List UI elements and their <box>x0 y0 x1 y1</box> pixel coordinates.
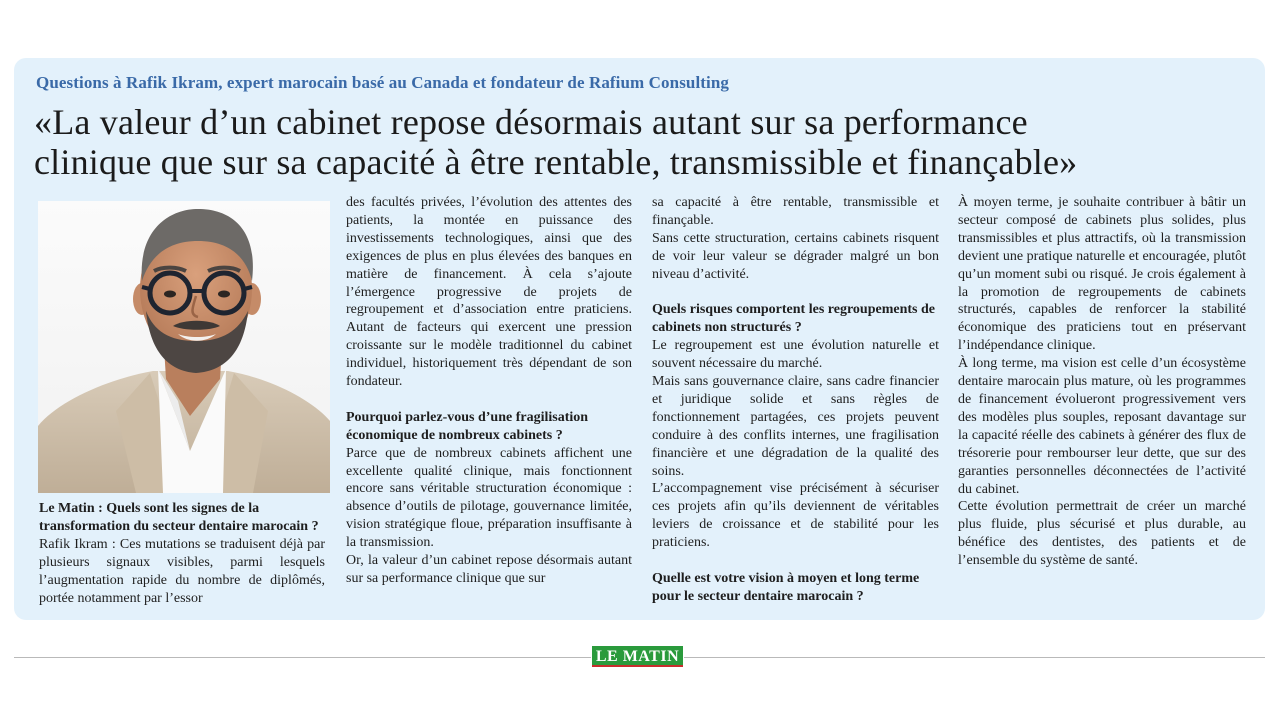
paragraph: des facultés privées, l’évolution des attentes des patients, la montée en puissance des investissements technologiques, ainsi que des exigences de plus en plus élevées des banques en matière de financement. À cela s’ajoute l’émergence progressive de projets de regroupement et d’association entre praticiens. Autant de facteurs qui exercent une pression croissante sur le modèle traditionnel du cabinet individuel, historiquement très dépendant de son fondateur. <box>346 195 632 390</box>
le-matin-logo <box>591 645 684 668</box>
paragraph: Cette évolution permettrait de créer un marché plus fluide, plus sécurisé et plus durable, au bénéfice des dentistes, des patients et de l’ensemble du système de santé. <box>958 499 1246 569</box>
text-column-2 <box>346 194 632 588</box>
logo-text: LE MATIN <box>592 646 683 667</box>
article-headline <box>34 102 1249 182</box>
text-column-1 <box>39 500 325 607</box>
headline-line-2: clinique que sur sa capacité à être rentable, transmissible et finançable» <box>34 142 1078 182</box>
portrait-photo <box>38 201 330 493</box>
paragraph: Sans cette structuration, certains cabinets risquent de voir leur valeur se dégrader malgré un bon niveau d’activité. <box>652 230 939 282</box>
question-3: Quels risques comportent les regroupements de cabinets non structurés ? <box>652 302 935 336</box>
question-2: Pourquoi parlez-vous d’une fragilisation économique de nombreux cabinets ? <box>346 409 589 443</box>
paragraph: Le regroupement est une évolution naturelle et souvent nécessaire du marché. <box>652 338 939 372</box>
text-column-4 <box>958 194 1246 570</box>
headline-line-1: «La valeur d’un cabinet repose désormais autant sur sa performance <box>34 102 1028 142</box>
answer-1: Rafik Ikram : Ces mutations se traduisent déjà par plusieurs signaux visibles, parmi lesquels l’augmentation rapide du nombre de diplômés, portée notamment par l’essor <box>39 536 325 606</box>
paragraph: L’accompagnement vise précisément à sécuriser ces projets afin qu’ils deviennent de véritables leviers de croissance et de stabilité pour les praticiens. <box>652 481 939 551</box>
paragraph: Or, la valeur d’un cabinet repose désormais autant sur sa performance clinique que sur <box>346 553 632 587</box>
paragraph: À moyen terme, je souhaite contribuer à bâtir un secteur composé de cabinets plus solides, plus transmissibles et plus attractifs, où la transmission devient une pratique naturelle et encouragée, plutôt qu’un moment subi ou risqué. Je crois également à la promotion de regroupements de cabinets structurés, capables de renforcer la stabilité économique des praticiens tout en préservant l’indépendance clinique. <box>958 195 1246 354</box>
portrait-illustration <box>38 201 330 493</box>
article-kicker: Questions à Rafik Ikram, expert marocain basé au Canada et fondateur de Rafium Consulting <box>36 73 730 92</box>
question-1: Le Matin : Quels sont les signes de la transformation du secteur dentaire marocain ? <box>39 501 319 534</box>
text-column-3 <box>652 194 939 606</box>
question-4: Quelle est votre vision à moyen et long terme pour le secteur dentaire marocain ? <box>652 571 920 604</box>
paragraph: À long terme, ma vision est celle d’un écosystème dentaire marocain plus mature, où les programmes de financement évolueront progressivement vers des modèles plus souples, reposant davantage sur la capacité réelle des cabinets à générer des flux de trésorerie pour rembourser leur dette, que sur des garanties personnelles déconnectées de l’activité du cabinet. <box>958 356 1246 497</box>
paragraph: Parce que de nombreux cabinets affichent une excellente qualité clinique, mais fonctionnent encore sans véritable structuration économique : absence d’outils de pilotage, gouvernance limitée, vision stratégique floue, préparation insuffisante à la transmission. <box>346 445 632 551</box>
paragraph: Mais sans gouvernance claire, sans cadre financier et juridique solide et sans règles de fonctionnement partagées, ces projets peuvent conduire à des conflits internes, une fragilisation financière et une dégradation de la qualité des soins. <box>652 374 939 479</box>
paragraph: sa capacité à être rentable, transmissible et finançable. <box>652 195 939 228</box>
